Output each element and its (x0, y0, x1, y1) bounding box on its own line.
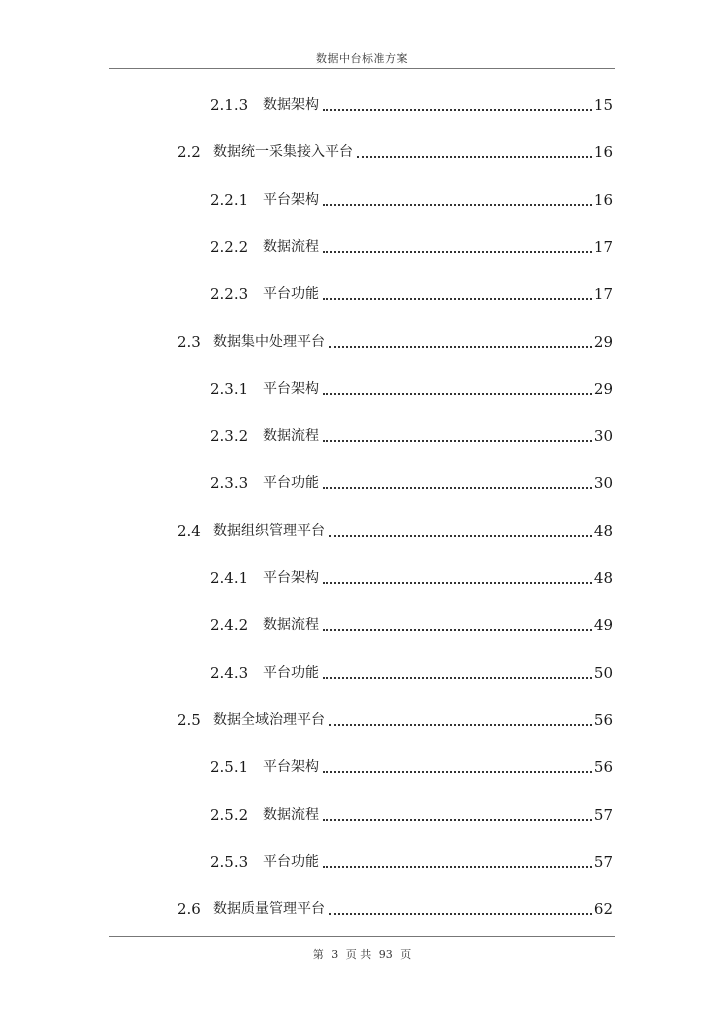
toc-entry-number: 2.5.1 (210, 758, 249, 776)
toc-entry-page: 48 (593, 569, 613, 587)
toc-entry-page: 17 (593, 285, 613, 303)
toc-entry-title: 平台架构 (263, 759, 319, 775)
toc-entry[interactable] (177, 139, 613, 165)
toc-dot-leader (357, 156, 592, 158)
toc-entry-title: 数据架构 (263, 97, 319, 113)
toc-entry[interactable] (210, 565, 613, 591)
toc-entry-page: 29 (593, 380, 613, 398)
toc-dot-leader (323, 819, 592, 821)
toc-entry[interactable] (210, 281, 613, 307)
toc-entry-title: 数据流程 (263, 807, 319, 823)
toc-entry-title: 数据组织管理平台 (213, 523, 325, 539)
toc-entry[interactable] (210, 187, 613, 213)
toc-entry[interactable] (177, 518, 613, 544)
toc-entry-title: 数据流程 (263, 239, 319, 255)
toc-dot-leader (323, 109, 592, 111)
footer-current-page: 3 (331, 948, 339, 961)
toc-dot-leader (323, 629, 592, 631)
toc-entry-title: 平台功能 (263, 286, 319, 302)
toc-dot-leader (323, 204, 592, 206)
footer-suffix: 页 (400, 948, 412, 961)
toc-entry[interactable] (210, 376, 613, 402)
toc-entry-title: 数据流程 (263, 617, 319, 633)
toc-entry-title: 数据集中处理平台 (213, 334, 325, 350)
toc-dot-leader (329, 535, 592, 537)
toc-entry[interactable] (210, 802, 613, 828)
toc-entry[interactable] (210, 754, 613, 780)
toc-entry[interactable] (177, 707, 613, 733)
toc-entry-page: 30 (593, 474, 613, 492)
toc-entry-number: 2.2.3 (210, 285, 249, 303)
toc-entry-page: 48 (593, 522, 613, 540)
toc-entry[interactable] (210, 849, 613, 875)
footer-middle: 页 共 (345, 948, 372, 961)
page-footer (0, 946, 724, 962)
toc-entry-page: 15 (593, 96, 613, 114)
toc-dot-leader (323, 298, 592, 300)
toc-dot-leader (323, 487, 592, 489)
toc-entry-number: 2.3 (177, 333, 201, 351)
toc-entry[interactable] (210, 234, 613, 260)
toc-dot-leader (329, 346, 592, 348)
toc-entry-title: 平台架构 (263, 570, 319, 586)
toc-entry-page: 17 (593, 238, 613, 256)
toc-entry-title: 平台功能 (263, 475, 319, 491)
toc-entry-page: 16 (593, 143, 613, 161)
toc-entry-number: 2.2.2 (210, 238, 249, 256)
toc-entry-title: 平台功能 (263, 854, 319, 870)
toc-entry[interactable] (210, 660, 613, 686)
toc-entry-number: 2.3.3 (210, 474, 249, 492)
toc-entry-page: 57 (593, 853, 613, 871)
toc-entry-title: 平台架构 (263, 381, 319, 397)
toc-entry-number: 2.3.1 (210, 380, 249, 398)
toc-entry-page: 49 (593, 616, 613, 634)
toc-entry-title: 平台功能 (263, 665, 319, 681)
toc-entry-page: 62 (593, 900, 613, 918)
toc-entry-number: 2.4.2 (210, 616, 249, 634)
toc-dot-leader (329, 724, 592, 726)
toc-entry-number: 2.5 (177, 711, 201, 729)
toc-dot-leader (329, 913, 592, 915)
toc-entry-number: 2.3.2 (210, 427, 249, 445)
footer-divider (109, 936, 615, 937)
toc-dot-leader (323, 393, 592, 395)
toc-dot-leader (323, 251, 592, 253)
toc-entry-page: 56 (593, 711, 613, 729)
toc-dot-leader (323, 771, 592, 773)
toc-entry-title: 数据流程 (263, 428, 319, 444)
toc-dot-leader (323, 440, 592, 442)
toc-entry-page: 30 (593, 427, 613, 445)
toc-entry[interactable] (210, 423, 613, 449)
toc-entry-page: 16 (593, 191, 613, 209)
toc-entry-page: 50 (593, 664, 613, 682)
toc-entry[interactable] (177, 329, 613, 355)
toc-entry-number: 2.5.2 (210, 806, 249, 824)
toc-entry[interactable] (210, 92, 613, 118)
toc-entry-number: 2.4.3 (210, 664, 249, 682)
toc-entry-title: 平台架构 (263, 192, 319, 208)
toc-entry-number: 2.6 (177, 900, 201, 918)
toc-entry-number: 2.2.1 (210, 191, 249, 209)
toc-entry-number: 2.2 (177, 143, 201, 161)
toc-entry-title: 数据全域治理平台 (213, 712, 325, 728)
toc-dot-leader (323, 582, 592, 584)
toc-entry-title: 数据质量管理平台 (213, 901, 325, 917)
toc-entry-title: 数据统一采集接入平台 (213, 144, 353, 160)
toc-dot-leader (323, 677, 592, 679)
toc-entry[interactable] (210, 470, 613, 496)
toc-entry-number: 2.5.3 (210, 853, 249, 871)
toc-entry[interactable] (177, 896, 613, 922)
running-header-title: 数据中台标准方案 (316, 52, 408, 65)
toc-entry-number: 2.4.1 (210, 569, 249, 587)
toc-entry-page: 56 (593, 758, 613, 776)
toc-dot-leader (323, 866, 592, 868)
toc-entry-page: 57 (593, 806, 613, 824)
footer-total-pages: 93 (378, 948, 393, 961)
toc-entry-number: 2.4 (177, 522, 201, 540)
toc-entry-number: 2.1.3 (210, 96, 249, 114)
toc-entry[interactable] (210, 612, 613, 638)
footer-prefix: 第 (312, 948, 324, 961)
toc-entry-page: 29 (593, 333, 613, 351)
